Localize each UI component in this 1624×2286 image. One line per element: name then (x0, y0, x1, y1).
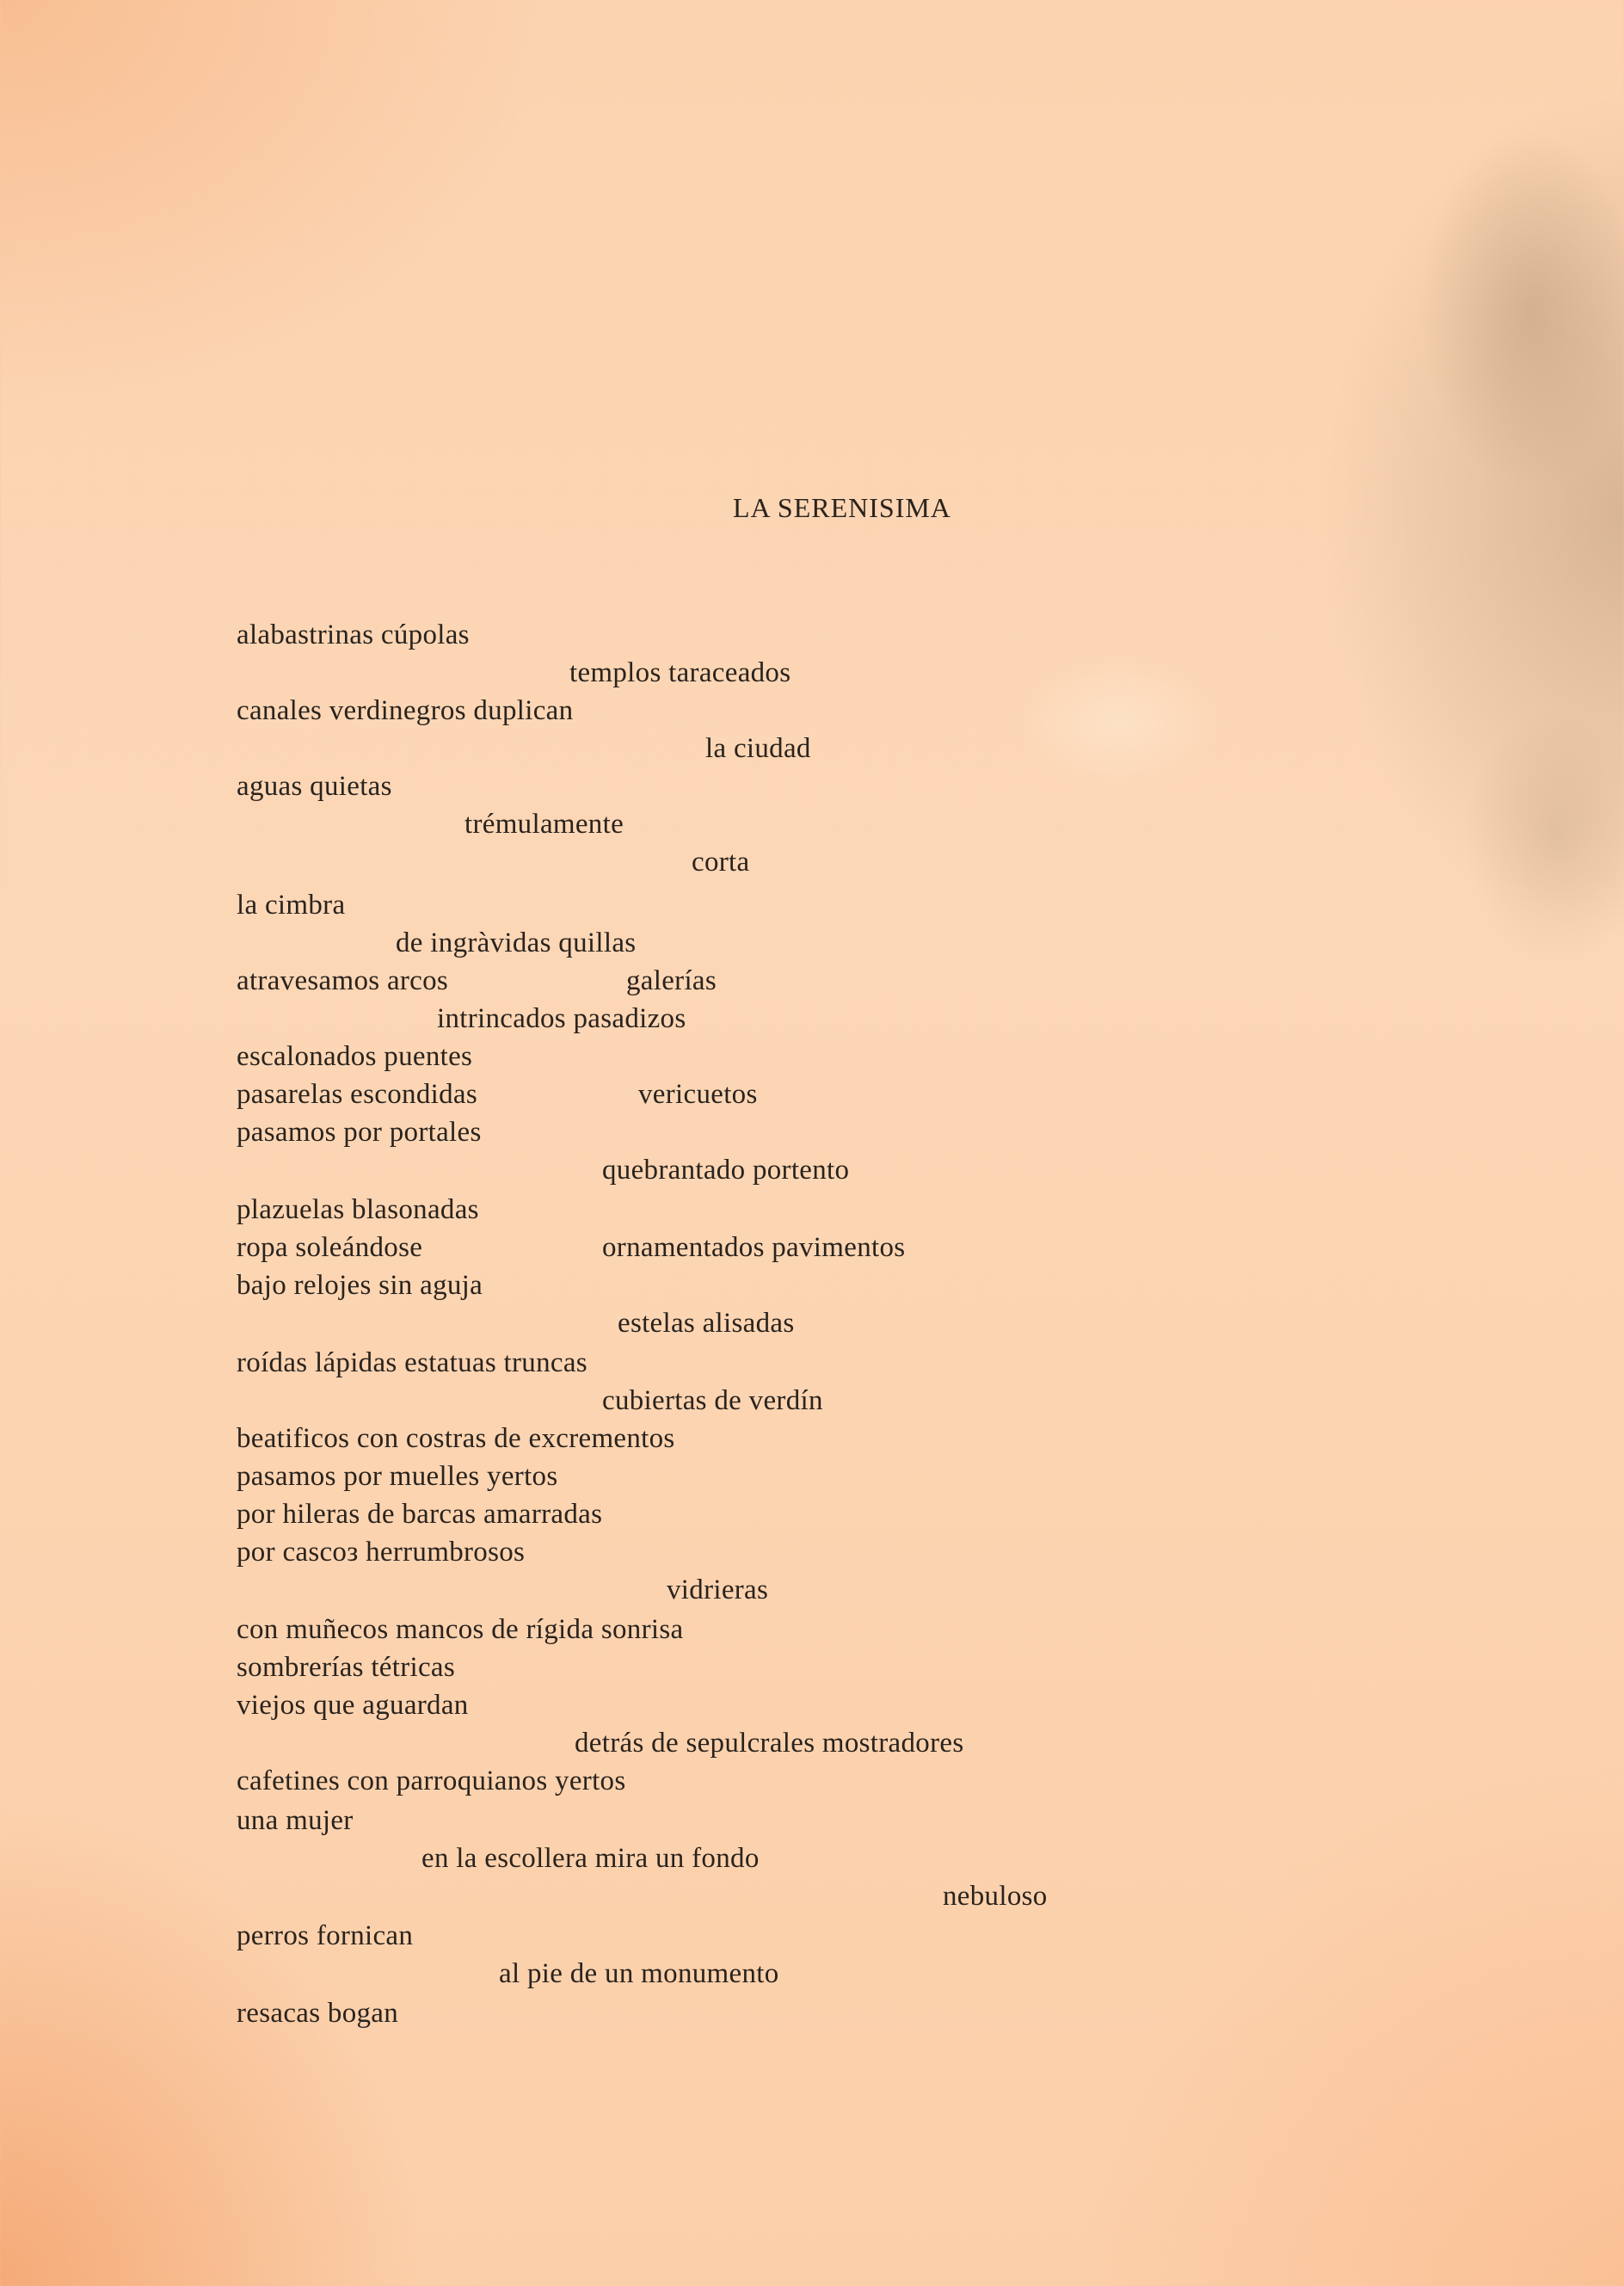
poem-line: trémulamente (464, 809, 624, 840)
paper-stain (1419, 129, 1624, 490)
poem-line: pasamos por portales (237, 1117, 482, 1148)
poem-line: vidrieras (667, 1574, 769, 1605)
poem-line: plazuelas blasonadas (237, 1194, 479, 1225)
poem-line: resacas bogan (237, 1998, 399, 2029)
poem-line: quebrantado portento (602, 1155, 850, 1186)
poem-line: la cimbra (237, 890, 346, 921)
poem-line: pasamos por muelles yertos (237, 1461, 558, 1492)
poem-line: nebuloso (943, 1881, 1048, 1912)
poem-line: en la escollera mira un fondo (421, 1843, 760, 1874)
poem-line: detrás de sepulcrales mostradores (575, 1728, 964, 1759)
poem-line: intrincados pasadizos (437, 1003, 686, 1034)
poem-line: cubiertas de verdín (602, 1385, 823, 1416)
poem-line: ornamentados pavimentos (602, 1232, 906, 1263)
poem-line: alabastrinas cúpolas (237, 619, 470, 650)
poem-line: la ciudad (705, 733, 811, 764)
poem-line: por hileras de barcas amarradas (237, 1499, 603, 1530)
poem-line: perros fornican (237, 1920, 414, 1951)
poem-line: sombrerías tétricas (237, 1652, 456, 1683)
poem-line: viejos que aguardan (237, 1690, 469, 1721)
poem-line: roídas lápidas estatuas truncas (237, 1347, 587, 1378)
poem-line: vericuetos (638, 1079, 758, 1110)
poem-line: cafetines con parroquianos yertos (237, 1765, 626, 1796)
page-title: LA SERENISIMA (733, 492, 951, 523)
poem-line: atravesamos arcos (237, 965, 449, 996)
poem-line: de ingràvidas quillas (396, 927, 637, 958)
poem-line: templos taraceados (569, 657, 791, 688)
poem-line: por cascoз herrumbrosos (237, 1537, 526, 1568)
poem-line: corta (692, 847, 750, 878)
poem-line: beatificos con costras de excrementos (237, 1423, 675, 1454)
poem-line: pasarelas escondidas (237, 1079, 477, 1110)
poem-line: ropa soleándose (237, 1232, 423, 1263)
poem-line: con muñecos mancos de rígida sonrisa (237, 1614, 684, 1645)
paper-stain (1015, 654, 1221, 792)
poem-line: al pie de un monumento (499, 1958, 779, 1989)
paper-stain (1462, 706, 1624, 964)
poem-line: aguas quietas (237, 771, 392, 802)
poem-line: una mujer (237, 1805, 354, 1836)
poem-line: galerías (626, 965, 717, 996)
poem-line: canales verdinegros duplican (237, 695, 574, 726)
poem-line: bajo relojes sin aguja (237, 1270, 483, 1301)
poem-line: estelas alisadas (618, 1308, 795, 1339)
poem-line: escalonados puentes (237, 1041, 473, 1072)
